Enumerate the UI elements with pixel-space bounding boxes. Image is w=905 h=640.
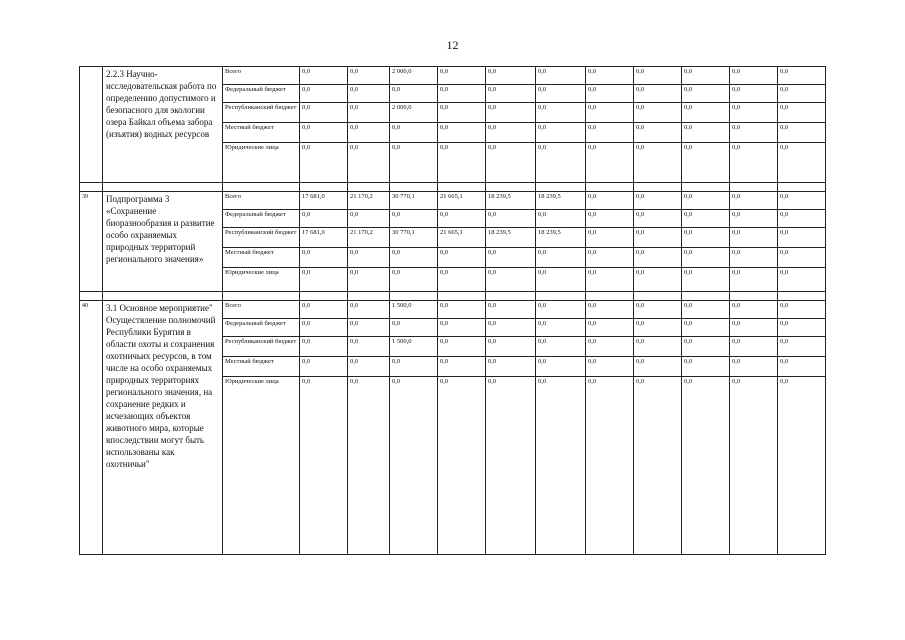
value-cell: 0,0 (390, 123, 438, 143)
funding-source: Юридические лица (223, 143, 300, 183)
value-cell: 0,0 (778, 268, 826, 292)
separator-cell (730, 183, 778, 192)
value-cell: 0,0 (438, 123, 486, 143)
value-cell: 0,0 (778, 210, 826, 228)
value-cell: 0,0 (390, 143, 438, 183)
value-cell: 0,0 (682, 210, 730, 228)
value-cell: 0,0 (730, 228, 778, 248)
value-cell: 0,0 (634, 357, 682, 377)
separator-row (80, 292, 826, 301)
value-cell: 0,0 (536, 85, 586, 103)
table-row (80, 301, 826, 319)
separator-cell (300, 183, 348, 192)
value-cell: 0,0 (486, 123, 536, 143)
value-cell: 0,0 (300, 319, 348, 337)
value-cell: 0,0 (486, 248, 536, 268)
value-cell: 0,0 (778, 377, 826, 555)
value-cell: 0,0 (778, 228, 826, 248)
value-cell: 0,0 (730, 67, 778, 85)
value-cell: 0,0 (300, 123, 348, 143)
value-cell: 0,0 (730, 248, 778, 268)
value-cell: 0,0 (634, 123, 682, 143)
value-cell: 0,0 (634, 103, 682, 123)
value-cell: 0,0 (778, 67, 826, 85)
value-cell: 0,0 (390, 377, 438, 555)
value-cell: 0,0 (438, 301, 486, 319)
value-cell: 0,0 (348, 103, 390, 123)
value-cell: 0,0 (486, 143, 536, 183)
value-cell: 0,0 (586, 319, 634, 337)
separator-cell (80, 292, 103, 301)
value-cell: 0,0 (778, 123, 826, 143)
value-cell: 0,0 (730, 123, 778, 143)
value-cell: 0,0 (730, 103, 778, 123)
value-cell: 21 665,1 (438, 228, 486, 248)
value-cell: 0,0 (438, 210, 486, 228)
value-cell: 0,0 (586, 210, 634, 228)
value-cell: 0,0 (300, 301, 348, 319)
value-cell: 0,0 (438, 377, 486, 555)
value-cell: 18 239,5 (536, 192, 586, 210)
value-cell: 0,0 (438, 248, 486, 268)
separator-cell (486, 183, 536, 192)
value-cell: 18 239,5 (486, 192, 536, 210)
value-cell: 0,0 (438, 337, 486, 357)
value-cell: 0,0 (348, 377, 390, 555)
value-cell: 0,0 (634, 228, 682, 248)
separator-cell (634, 292, 682, 301)
value-cell: 0,0 (730, 85, 778, 103)
value-cell: 0,0 (634, 67, 682, 85)
value-cell: 0,0 (778, 143, 826, 183)
value-cell: 0,0 (438, 67, 486, 85)
page-number: 12 (446, 38, 459, 52)
value-cell: 0,0 (730, 377, 778, 555)
separator-cell (390, 292, 438, 301)
value-cell: 0,0 (348, 337, 390, 357)
value-cell: 0,0 (586, 248, 634, 268)
funding-source: Местный бюджет (223, 248, 300, 268)
value-cell: 0,0 (778, 357, 826, 377)
value-cell: 0,0 (682, 301, 730, 319)
value-cell: 0,0 (634, 85, 682, 103)
value-cell: 0,0 (730, 319, 778, 337)
value-cell: 0,0 (348, 67, 390, 85)
funding-source: Юридические лица (223, 268, 300, 292)
separator-cell (103, 292, 223, 301)
value-cell: 0,0 (778, 319, 826, 337)
value-cell: 0,0 (778, 192, 826, 210)
funding-source: Всего (223, 301, 300, 319)
value-cell: 0,0 (348, 301, 390, 319)
separator-cell (390, 183, 438, 192)
value-cell: 2 000,0 (390, 103, 438, 123)
budget-table (79, 66, 826, 555)
value-cell: 0,0 (300, 67, 348, 85)
value-cell: 0,0 (778, 301, 826, 319)
value-cell: 0,0 (682, 268, 730, 292)
value-cell: 0,0 (536, 377, 586, 555)
value-cell: 0,0 (586, 67, 634, 85)
value-cell: 17 681,0 (300, 192, 348, 210)
value-cell: 0,0 (730, 210, 778, 228)
separator-cell (778, 183, 826, 192)
funding-source: Местный бюджет (223, 357, 300, 377)
value-cell: 0,0 (348, 268, 390, 292)
funding-source: Федеральный бюджет (223, 319, 300, 337)
value-cell: 0,0 (486, 319, 536, 337)
value-cell: 0,0 (438, 85, 486, 103)
value-cell: 0,0 (682, 67, 730, 85)
value-cell: 30 770,1 (390, 192, 438, 210)
table-row (80, 192, 826, 210)
funding-source: Республиканский бюджет (223, 337, 300, 357)
value-cell: 0,0 (536, 357, 586, 377)
value-cell: 0,0 (536, 301, 586, 319)
value-cell: 0,0 (536, 67, 586, 85)
value-cell: 0,0 (486, 67, 536, 85)
activity-name: 3.1 Основное мероприятие" Осуществление полномочий Республики Бурятия в области охоты и сохранения охотничьих ресурсов, в том числе на особо охраняемых природных территориях регионального значения, на сохранение редких и исчезающих объектов животного мира, которые впоследствии могут быть использованы как охотничьи" (103, 301, 223, 555)
value-cell: 0,0 (300, 357, 348, 377)
value-cell: 0,0 (682, 85, 730, 103)
value-cell: 21 665,1 (438, 192, 486, 210)
separator-cell (634, 183, 682, 192)
value-cell: 0,0 (438, 357, 486, 377)
value-cell: 0,0 (682, 123, 730, 143)
value-cell: 0,0 (536, 337, 586, 357)
value-cell: 0,0 (586, 192, 634, 210)
value-cell: 0,0 (486, 103, 536, 123)
value-cell: 0,0 (634, 210, 682, 228)
separator-cell (778, 292, 826, 301)
value-cell: 0,0 (536, 210, 586, 228)
value-cell: 0,0 (348, 357, 390, 377)
value-cell: 0,0 (778, 103, 826, 123)
value-cell: 0,0 (778, 337, 826, 357)
value-cell: 0,0 (586, 103, 634, 123)
value-cell: 0,0 (634, 319, 682, 337)
value-cell: 0,0 (300, 337, 348, 357)
value-cell: 0,0 (634, 268, 682, 292)
value-cell: 0,0 (586, 337, 634, 357)
value-cell: 0,0 (536, 268, 586, 292)
value-cell: 0,0 (682, 357, 730, 377)
value-cell: 0,0 (730, 268, 778, 292)
funding-source: Всего (223, 67, 300, 85)
value-cell: 0,0 (634, 248, 682, 268)
value-cell: 0,0 (586, 357, 634, 377)
funding-source: Юридические лица (223, 377, 300, 555)
value-cell: 0,0 (730, 301, 778, 319)
separator-cell (486, 292, 536, 301)
value-cell: 0,0 (682, 228, 730, 248)
separator-cell (223, 183, 300, 192)
value-cell: 0,0 (300, 248, 348, 268)
value-cell: 0,0 (682, 143, 730, 183)
value-cell: 21 170,2 (348, 192, 390, 210)
value-cell: 0,0 (778, 85, 826, 103)
value-cell: 0,0 (586, 228, 634, 248)
value-cell: 0,0 (438, 319, 486, 337)
value-cell: 0,0 (438, 268, 486, 292)
funding-source: Республиканский бюджет (223, 103, 300, 123)
value-cell: 0,0 (300, 268, 348, 292)
table-row (80, 67, 826, 85)
value-cell: 0,0 (682, 103, 730, 123)
value-cell: 0,0 (586, 143, 634, 183)
value-cell: 1 500,0 (390, 301, 438, 319)
value-cell: 0,0 (586, 377, 634, 555)
separator-cell (80, 183, 103, 192)
value-cell: 0,0 (682, 192, 730, 210)
value-cell: 0,0 (348, 85, 390, 103)
value-cell: 0,0 (730, 192, 778, 210)
value-cell: 1 500,0 (390, 337, 438, 357)
value-cell: 0,0 (438, 143, 486, 183)
funding-source: Всего (223, 192, 300, 210)
value-cell: 0,0 (390, 357, 438, 377)
value-cell: 0,0 (586, 301, 634, 319)
activity-name: 2.2.3 Научно-исследовательская работа по определению допустимого и безопасного для экологии озера Байкал объема забора (изъятия) водных ресурсов (103, 67, 223, 183)
value-cell: 0,0 (390, 85, 438, 103)
value-cell: 18 239,5 (486, 228, 536, 248)
value-cell: 0,0 (438, 103, 486, 123)
value-cell: 0,0 (536, 248, 586, 268)
value-cell: 0,0 (730, 337, 778, 357)
value-cell: 0,0 (682, 337, 730, 357)
funding-source: Федеральный бюджет (223, 85, 300, 103)
value-cell: 0,0 (486, 85, 536, 103)
separator-cell (682, 183, 730, 192)
row-number: 39 (80, 192, 103, 292)
value-cell: 21 170,2 (348, 228, 390, 248)
separator-row (80, 183, 826, 192)
separator-cell (103, 183, 223, 192)
value-cell: 0,0 (486, 301, 536, 319)
value-cell: 0,0 (300, 85, 348, 103)
value-cell: 0,0 (390, 268, 438, 292)
separator-cell (348, 292, 390, 301)
value-cell: 0,0 (348, 210, 390, 228)
value-cell: 0,0 (390, 319, 438, 337)
funding-source: Республиканский бюджет (223, 228, 300, 248)
value-cell: 0,0 (730, 357, 778, 377)
funding-source: Федеральный бюджет (223, 210, 300, 228)
value-cell: 0,0 (486, 337, 536, 357)
separator-cell (730, 292, 778, 301)
separator-cell (586, 183, 634, 192)
separator-cell (682, 292, 730, 301)
value-cell: 0,0 (634, 377, 682, 555)
separator-cell (438, 292, 486, 301)
separator-cell (223, 292, 300, 301)
value-cell: 0,0 (348, 319, 390, 337)
value-cell: 0,0 (536, 123, 586, 143)
value-cell: 0,0 (634, 337, 682, 357)
value-cell: 0,0 (486, 357, 536, 377)
separator-cell (536, 183, 586, 192)
value-cell: 0,0 (348, 143, 390, 183)
value-cell: 0,0 (586, 123, 634, 143)
value-cell: 0,0 (536, 103, 586, 123)
value-cell: 18 239,5 (536, 228, 586, 248)
value-cell: 0,0 (300, 377, 348, 555)
activity-name: Подпрограмма 3 «Сохранение биоразнообразия и развитие особо охраняемых природных территорий регионального значения» (103, 192, 223, 292)
value-cell: 0,0 (634, 192, 682, 210)
row-number: 40 (80, 301, 103, 555)
value-cell: 0,0 (300, 210, 348, 228)
separator-cell (300, 292, 348, 301)
value-cell: 0,0 (390, 210, 438, 228)
separator-cell (586, 292, 634, 301)
value-cell: 0,0 (682, 377, 730, 555)
value-cell: 30 770,1 (390, 228, 438, 248)
value-cell: 17 681,0 (300, 228, 348, 248)
value-cell: 0,0 (778, 248, 826, 268)
value-cell: 0,0 (486, 268, 536, 292)
value-cell: 0,0 (348, 123, 390, 143)
separator-cell (438, 183, 486, 192)
value-cell: 0,0 (682, 319, 730, 337)
value-cell: 0,0 (390, 248, 438, 268)
separator-cell (348, 183, 390, 192)
value-cell: 0,0 (682, 248, 730, 268)
value-cell: 0,0 (634, 301, 682, 319)
value-cell: 0,0 (486, 377, 536, 555)
value-cell: 0,0 (730, 143, 778, 183)
value-cell: 0,0 (486, 210, 536, 228)
value-cell: 0,0 (300, 103, 348, 123)
value-cell: 2 000,0 (390, 67, 438, 85)
funding-source: Местный бюджет (223, 123, 300, 143)
row-number (80, 67, 103, 183)
value-cell: 0,0 (348, 248, 390, 268)
value-cell: 0,0 (586, 268, 634, 292)
value-cell: 0,0 (634, 143, 682, 183)
value-cell: 0,0 (586, 85, 634, 103)
value-cell: 0,0 (300, 143, 348, 183)
separator-cell (536, 292, 586, 301)
value-cell: 0,0 (536, 319, 586, 337)
value-cell: 0,0 (536, 143, 586, 183)
